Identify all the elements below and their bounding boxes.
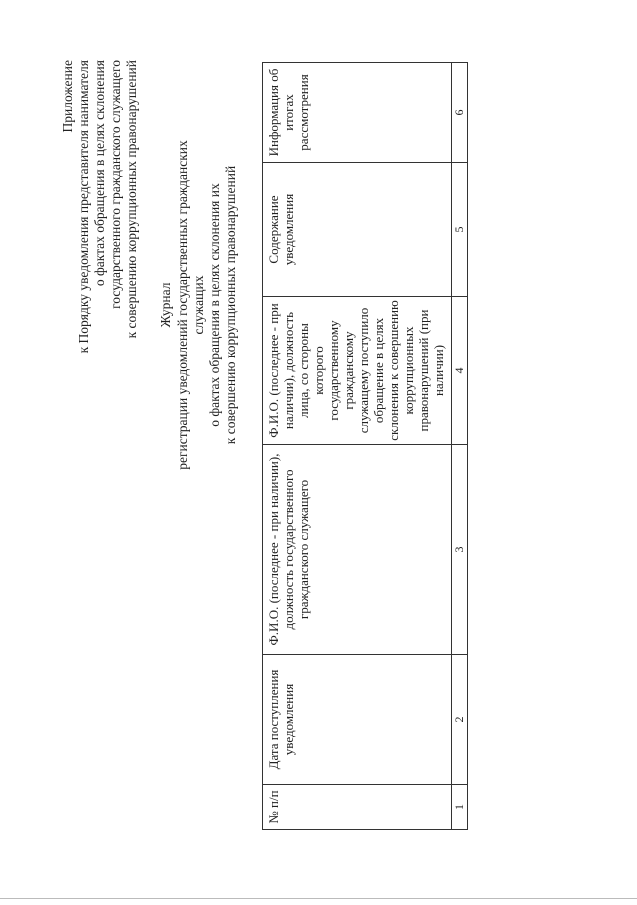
column-number: 6	[452, 63, 468, 163]
registration-table	[262, 62, 468, 830]
appendix-line: к Порядку уведомления представителя нанимателя	[76, 60, 91, 354]
header-cell-result: Информация об итогах рассмотрения	[263, 63, 452, 163]
appendix-line: Приложение	[60, 60, 75, 133]
journal-title: Журнал	[158, 282, 173, 328]
appendix-line: о фактах обращения в целях склонения	[92, 60, 107, 287]
header-cell-person: Ф.И.О. (последнее - при наличии), должность лица, со стороны которого государственному гражданскому служащему поступило обращение в целях склонения к совершению коррупционных правонарушений (при наличии)	[263, 297, 452, 445]
journal-heading	[158, 125, 239, 485]
journal-subtitle-line: к совершению коррупционных правонарушений	[223, 165, 238, 445]
column-number: 5	[452, 163, 468, 297]
column-number: 2	[452, 655, 468, 785]
header-cell-number: № п/п	[263, 785, 452, 830]
column-number: 4	[452, 297, 468, 445]
table-header-row	[263, 63, 452, 830]
journal-subtitle-line: о фактах обращения в целях склонения их	[207, 183, 222, 427]
journal-subtitle-line: регистрации уведомлений государственных гражданских служащих	[175, 140, 206, 470]
appendix-block	[60, 60, 140, 480]
column-number: 1	[452, 785, 468, 830]
scan-edge-line	[0, 898, 637, 899]
header-cell-content: Содержание уведомления	[263, 163, 452, 297]
appendix-line: государственного гражданского служащего	[108, 60, 123, 309]
column-number: 3	[452, 445, 468, 655]
header-cell-date: Дата поступления уведомления	[263, 655, 452, 785]
appendix-line: к совершению коррупционных правонарушений	[124, 60, 139, 339]
table-number-row	[452, 63, 468, 830]
header-cell-employee: Ф.И.О. (последнее - при наличии), должность государственного гражданского служащего	[263, 445, 452, 655]
